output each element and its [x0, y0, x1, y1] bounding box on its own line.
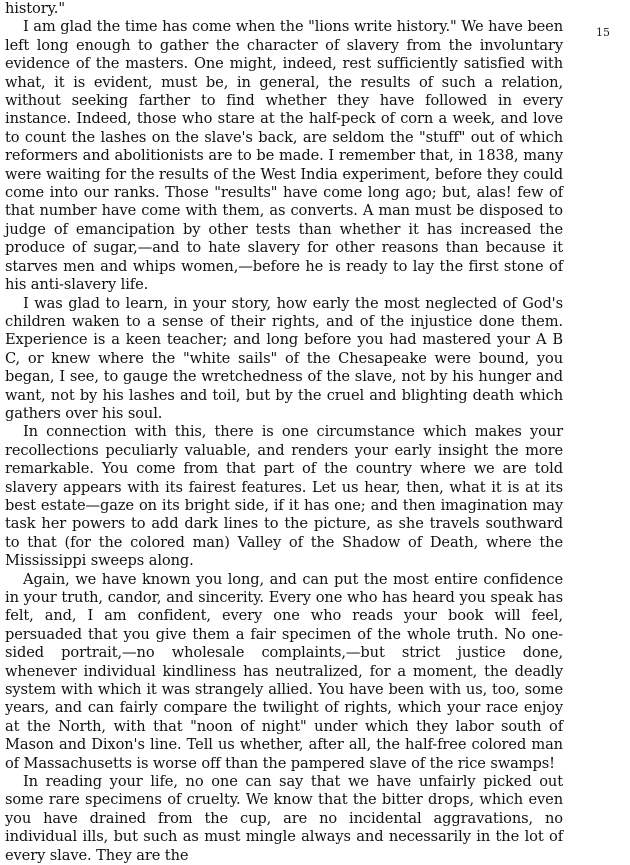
- paragraph-continuation: history.": [5, 0, 65, 17]
- paragraph-again-known-you: Again, we have known you long, and can put the most entire confidence in your truth, candor, and sincerity. Every one who has heard you speak has felt, and, I am confident, every one who reads your book will feel, persuaded that you give them a fair specimen of the whole truth. No one-sided portrait,—no wholesale complaints,—but strict justice done, whenever individual kindliness has neutralized, for a moment, the deadly system with which it was strangely allied. You have been with us, too, some years, and can fairly compare the twilight of rights, which your race enjoy at the North, with that "noon of night" under which they labor south of Mason and Dixon's line. Tell us whether, after all, the half-free colored man of Massachusetts is worse off than the pampered slave of the rice swamps!: [5, 570, 563, 772]
- paragraph-lions-write-history: I am glad the time has come when the "lions write history." We have been left long enough to gather the character of slavery from the involuntary evidence of the masters. One might, indeed, rest sufficiently satisfied with what, it is evident, must be, in general, the results of such a relation, without seeking farther to find whether they have followed in every instance. Indeed, those who stare at the half-peck of corn a week, and love to count the lashes on the slave's back, are seldom the "stuff" out of which reformers and abolitionists are to be made. I remember that, in 1838, many were waiting for the results of the West India experiment, before they could come into our ranks. Those "results" have come long ago; but, alas! few of that number have come with them, as converts. A man must be disposed to judge of emancipation by other tests than whether it has increased the produce of sugar,—and to hate slavery for other reasons than because it starves men and whips women,—before he is ready to lay the first stone of his anti-slavery life.: [5, 18, 563, 294]
- paragraph-in-connection: In connection with this, there is one circumstance which makes your recollections peculiarly valuable, and renders your early insight the more remarkable. You come from that part of the country where we are told slavery appears with its fairest features. Let us hear, then, what it is at its best estate—gaze on its bright side, if it has one; and then imagination may task her powers to add dark lines to the picture, as she travels southward to that (for the colored man) Valley of the Shadow of Death, where the Mississippi sweeps along.: [5, 423, 563, 570]
- paragraph-in-reading-your-life: In reading your life, no one can say that we have unfairly picked out some rare specimens of cruelty. We know that the bitter drops, which even you have drained from the cup, are no incidental aggravations, no individual ills, but such as must mingle always and necessarily in the lot of every slave. They are the: [5, 773, 563, 864]
- paragraph-glad-to-learn: I was glad to learn, in your story, how early the most neglected of God's children waken to a sense of their rights, and of the injustice done them. Experience is a keen teacher; and long before you had mastered your A B C, or knew where the "white sails" of the Chesapeake were bound, you began, I see, to gauge the wretchedness of the slave, not by his hunger and want, not by his lashes and toil, but by the cruel and blighting death which gathers over his soul.: [5, 294, 563, 422]
- book-page: [5, 0, 563, 865]
- page-number: 15: [596, 26, 610, 39]
